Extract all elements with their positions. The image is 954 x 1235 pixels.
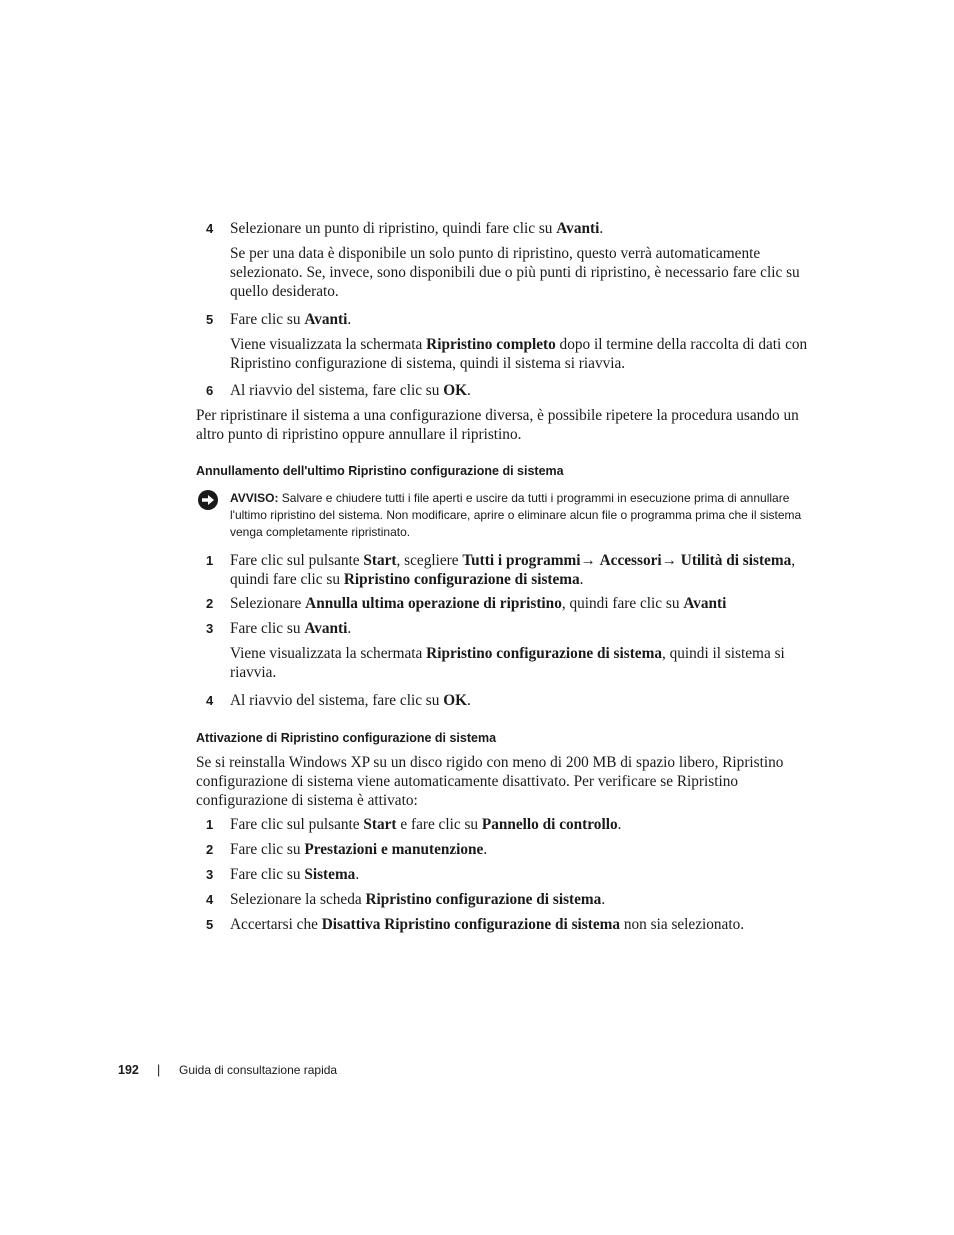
- step-text-end: .: [355, 866, 360, 883]
- step-text: Fare clic sul pulsante: [230, 552, 364, 569]
- step-bold: Disattiva Ripristino configurazione di sistema: [321, 916, 621, 933]
- notice-box: [196, 490, 816, 541]
- step-number: 4: [206, 221, 214, 236]
- restore-step-4: [196, 219, 816, 238]
- detail-text: Viene visualizzata la schermata: [230, 336, 427, 353]
- undo-step-3: [196, 619, 816, 638]
- step-text: e fare clic su: [396, 816, 482, 833]
- paragraph-diverse-config: Per ripristinare il sistema a una configurazione diversa, è possibile ripetere la procedura usando un altro punto di ripristino oppure annullare il ripristino.: [196, 407, 799, 443]
- step-text: Selezionare: [230, 595, 306, 612]
- step-bold: Avanti: [304, 620, 348, 637]
- step-number: 3: [206, 867, 214, 882]
- step-number: 5: [206, 312, 214, 327]
- notice-label: AVVISO:: [230, 491, 279, 505]
- detail-text: Viene visualizzata la schermata: [230, 645, 427, 662]
- step-text: Fare clic su: [230, 866, 305, 883]
- step-bold: Sistema: [304, 866, 356, 883]
- notice-arrow-icon: [198, 490, 218, 510]
- arrow-symbol: →: [661, 552, 681, 569]
- detail-text-end: , quindi il sistema si riavvia.: [230, 645, 785, 681]
- step-bold: Avanti: [683, 595, 727, 612]
- heading-undo-restore: Annullamento dell'ultimo Ripristino configurazione di sistema: [196, 464, 564, 478]
- enable-step-1: [196, 815, 816, 834]
- footer-separator: |: [157, 1063, 161, 1077]
- enable-step-3: [196, 865, 816, 884]
- step-text: , quindi fare clic su: [561, 595, 684, 612]
- step-bold: Accessori: [599, 552, 662, 569]
- step-bold: OK: [443, 692, 468, 709]
- step-number: 1: [206, 553, 214, 568]
- step-bold: Ripristino configurazione di sistema: [365, 891, 602, 908]
- step-bold: Avanti: [304, 311, 348, 328]
- step-text: Al riavvio del sistema, fare clic su: [230, 692, 444, 709]
- step-text-end: non sia selezionato.: [620, 916, 745, 933]
- step-text-end: .: [467, 382, 471, 399]
- step-number: 2: [206, 596, 214, 611]
- heading-enable-restore: Attivazione di Ripristino configurazione di sistema: [196, 731, 497, 745]
- step-text: , quindi fare clic su: [230, 552, 796, 588]
- step-text-end: .: [347, 620, 352, 637]
- step-4-detail: Se per una data è disponibile un solo punto di ripristino, questo verrà automaticamente selezionato. Se, invece, sono disponibili due o più punti di ripristino, è necessario fare clic su quello desiderato.: [230, 245, 800, 300]
- undo-step-1: [196, 551, 816, 589]
- notice-text: Salvare e chiudere tutti i file aperti e uscire da tutti i programmi in esecuzione prima di annullare l'ultimo ripristino del sistema. Non modificare, aprire o eliminare alcun file o programma prima che il sistema venga completamente ripristinato.: [230, 491, 802, 539]
- detail-text-end: dopo il termine della raccolta di dati con Ripristino configurazione di sistema, quindi il sistema si riavvia.: [230, 336, 808, 372]
- step-text: , scegliere: [396, 552, 463, 569]
- step-number: 4: [206, 892, 214, 907]
- undo-step-3-detail: [230, 644, 816, 682]
- step-text-end: .: [617, 816, 622, 833]
- step-text: Selezionare un punto di ripristino, quindi fare clic su: [230, 220, 557, 237]
- undo-step-2: [196, 594, 816, 613]
- step-bold: Tutti i programmi: [462, 552, 581, 569]
- step-bold: OK: [443, 382, 468, 399]
- paragraph-enable: Se si reinstalla Windows XP su un disco rigido con meno di 200 MB di spazio libero, Ripristino configurazione di sistema viene automaticamente disattivato. Per verificare se Ripristino configurazione di sistema è attivato:: [196, 754, 784, 809]
- restore-step-6: [196, 381, 816, 400]
- step-number: 5: [206, 917, 214, 932]
- step-text: Selezionare la scheda: [230, 891, 366, 908]
- step-number: 6: [206, 383, 214, 398]
- step-number: 4: [206, 693, 214, 708]
- step-text-end: .: [483, 841, 488, 858]
- step-text: Fare clic su: [230, 620, 305, 637]
- step-text: Al riavvio del sistema, fare clic su: [230, 382, 444, 399]
- step-5-detail: [230, 335, 816, 373]
- step-text-end: .: [601, 891, 606, 908]
- step-text-end: .: [579, 571, 584, 588]
- undo-step-4: [196, 691, 816, 710]
- step-bold: Ripristino configurazione di sistema: [343, 571, 580, 588]
- step-text-end: .: [347, 311, 352, 328]
- footer-title: Guida di consultazione rapida: [179, 1063, 338, 1077]
- step-number: 2: [206, 842, 214, 857]
- step-text: Fare clic su: [230, 311, 305, 328]
- step-text: Accertarsi che: [230, 916, 322, 933]
- restore-step-5: [196, 310, 816, 329]
- detail-bold: Ripristino completo: [426, 336, 556, 353]
- step-bold: Pannello di controllo: [481, 816, 618, 833]
- step-bold: Start: [363, 552, 397, 569]
- step-text: Fare clic sul pulsante: [230, 816, 364, 833]
- step-number: 1: [206, 817, 214, 832]
- detail-bold: Ripristino configurazione di sistema: [426, 645, 662, 662]
- enable-step-2: [196, 840, 816, 859]
- page-number: 192: [118, 1063, 139, 1077]
- arrow-symbol: →: [580, 552, 600, 569]
- step-bold: Annulla ultima operazione di ripristino: [305, 595, 562, 612]
- enable-step-4: [196, 890, 816, 909]
- step-text-end: .: [467, 692, 471, 709]
- step-bold: Start: [363, 816, 397, 833]
- step-bold: Avanti: [556, 220, 600, 237]
- step-bold: Prestazioni e manutenzione: [304, 841, 484, 858]
- enable-step-5: [196, 915, 816, 934]
- step-text-end: .: [599, 220, 604, 237]
- step-number: 3: [206, 621, 214, 636]
- step-bold: Utilità di sistema: [680, 552, 792, 569]
- step-text: Fare clic su: [230, 841, 305, 858]
